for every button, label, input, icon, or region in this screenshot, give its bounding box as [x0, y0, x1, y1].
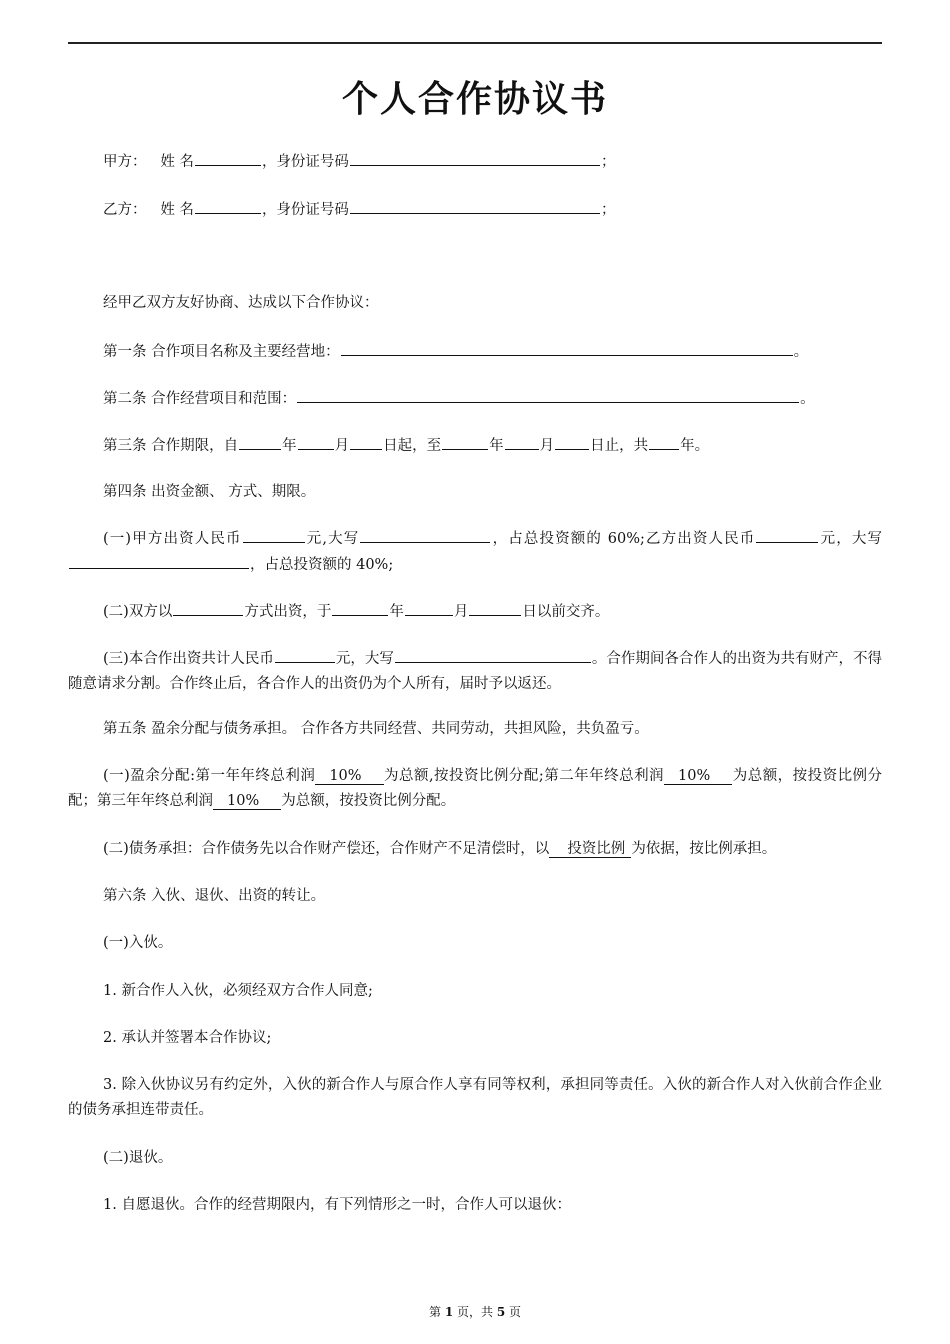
line-end: ；	[600, 154, 616, 170]
clause-text: ，占总投资额的 60%;乙方出资人民币	[491, 531, 756, 547]
year-2-profit-rate: 10%	[664, 768, 732, 785]
separator: ，	[261, 202, 277, 218]
start-month-blank	[298, 433, 334, 450]
page-number: 1	[444, 1305, 454, 1319]
clause-text: 。合作期间各合作人的出资为共有财产，不得随意请求分割。合作终止后，各合作人的出资仍为个人所有，届时予以返还。	[68, 651, 882, 692]
article-3	[103, 433, 709, 457]
deadline-year-blank	[332, 599, 388, 616]
party-a-name-blank	[195, 149, 261, 166]
party-a-line	[103, 149, 615, 173]
month-label: 月	[334, 438, 350, 454]
article-1-blank	[341, 339, 793, 356]
years-label: 年。	[680, 438, 710, 454]
party-a-label: 甲方：	[103, 154, 147, 170]
article-6: 第六条 入伙、退伙、出资的转让。	[103, 888, 326, 904]
footer-text: 页	[505, 1305, 521, 1319]
year-label: 年	[282, 438, 297, 454]
line-end: 。	[793, 344, 809, 360]
payment-method-blank	[173, 599, 243, 616]
party-a-id-label: 身份证号码	[276, 154, 349, 170]
document-title: 个人合作协议书	[341, 79, 608, 120]
article-4-clause-2	[103, 599, 609, 623]
clause-text: 为总额,按投资比例分配;第二年年终总利润	[383, 768, 665, 784]
clause-text: (二)双方以	[103, 604, 173, 620]
total-amount-words-blank	[395, 646, 591, 663]
party-b-line	[103, 197, 615, 221]
clause-text: 元,大写	[305, 531, 360, 547]
separator: ，	[261, 154, 277, 170]
article-4-clause-1	[68, 526, 882, 578]
clause-text: (一)甲方出资人民币	[103, 531, 242, 547]
footer-text: 第	[428, 1305, 445, 1319]
start-year-blank	[239, 433, 281, 450]
article-1	[103, 339, 808, 363]
clause-text: 为总额，按投资比例分配。	[281, 793, 456, 809]
article-6-clause-1: (一)入伙。	[103, 935, 173, 951]
day-label: 日止，共	[590, 438, 649, 454]
month-label: 月	[453, 604, 469, 620]
article-6-clause-2: (二)退伙。	[103, 1150, 173, 1166]
line-end: ；	[600, 202, 616, 218]
clause-text: 日以前交齐。	[522, 604, 610, 620]
clause-text: (二)债务承担：合作债务先以合作财产偿还，合作财产不足清偿时，以	[103, 841, 550, 857]
end-month-blank	[505, 433, 539, 450]
year-label: 年	[489, 438, 504, 454]
end-day-blank	[555, 433, 589, 450]
article-3-text: 第三条 合作期限，自	[103, 438, 239, 454]
page-footer	[0, 1303, 950, 1321]
article-6-clause-1-item-1: 1. 新合作人入伙，必须经双方合作人同意;	[103, 983, 373, 999]
year-3-profit-rate: 10%	[213, 793, 281, 810]
header-rule	[68, 42, 882, 44]
party-b-amount-blank	[756, 526, 818, 543]
clause-text: 方式出资，于	[244, 604, 332, 620]
clause-text: 元，大写	[335, 651, 394, 667]
article-1-text: 第一条 合作项目名称及主要经营地：	[103, 344, 340, 360]
clause-text: 元，大写	[819, 531, 882, 547]
party-b-amount-words-blank	[69, 552, 249, 569]
article-4-clause-3	[68, 646, 882, 697]
line-end: 。	[800, 391, 815, 407]
clause-text: (三)本合作出资共计人民币	[103, 651, 274, 667]
party-a-amount-words-blank	[360, 526, 490, 543]
month-label: 月	[539, 438, 555, 454]
party-a-amount-blank	[243, 526, 305, 543]
clause-text: (一)盈余分配:第一年年终总利润	[103, 768, 316, 784]
article-6-clause-1-item-3: 3. 除入伙协议另有约定外，入伙的新合作人与原合作人享有同等权利，承担同等责任。入伙的新合作人对入伙前合作企业的债务承担连带责任。	[68, 1077, 882, 1118]
clause-text: ，占总投资额的 40%;	[250, 557, 394, 573]
article-2-blank	[297, 386, 799, 403]
footer-text: 页，共	[453, 1305, 497, 1319]
page-total: 5	[496, 1305, 506, 1319]
party-a-name-label: 姓 名	[160, 154, 194, 170]
clause-text: 为总额，按投资比例分配；第三年年终总利润	[68, 768, 883, 809]
article-5-clause-2	[103, 838, 776, 860]
article-6-clause-2-item-1: 1. 自愿退伙。合作的经营期限内，有下列情形之一时，合作人可以退伙：	[103, 1197, 571, 1213]
party-b-label: 乙方：	[103, 202, 147, 218]
deadline-day-blank	[469, 599, 521, 616]
total-years-blank	[649, 433, 679, 450]
article-2-text: 第二条 合作经营项目和范围：	[103, 391, 297, 407]
start-day-blank	[350, 433, 382, 450]
day-label: 日起，至	[383, 438, 442, 454]
party-b-name-label: 姓 名	[160, 202, 194, 218]
article-6-clause-1-item-2: 2. 承认并签署本合作协议;	[103, 1030, 272, 1046]
deadline-month-blank	[405, 599, 453, 616]
article-5: 第五条 盈余分配与债务承担。 合作各方共同经营、共同劳动，共担风险，共负盈亏。	[103, 721, 649, 737]
article-4: 第四条 出资金额、 方式、期限。	[103, 484, 316, 500]
party-b-id-blank	[350, 197, 600, 214]
clause-text: 为依据，按比例承担。	[631, 841, 777, 857]
year-label: 年	[389, 604, 404, 620]
end-year-blank	[442, 433, 488, 450]
article-5-clause-1	[68, 764, 882, 814]
intro-paragraph: 经甲乙双方友好协商、达成以下合作协议：	[103, 295, 379, 311]
party-b-id-label: 身份证号码	[276, 202, 349, 218]
party-b-name-blank	[195, 197, 261, 214]
total-amount-blank	[275, 646, 335, 663]
debt-basis-value: 投资比例	[549, 841, 631, 858]
year-1-profit-rate: 10%	[315, 768, 383, 785]
article-2	[103, 386, 815, 410]
party-a-id-blank	[350, 149, 600, 166]
